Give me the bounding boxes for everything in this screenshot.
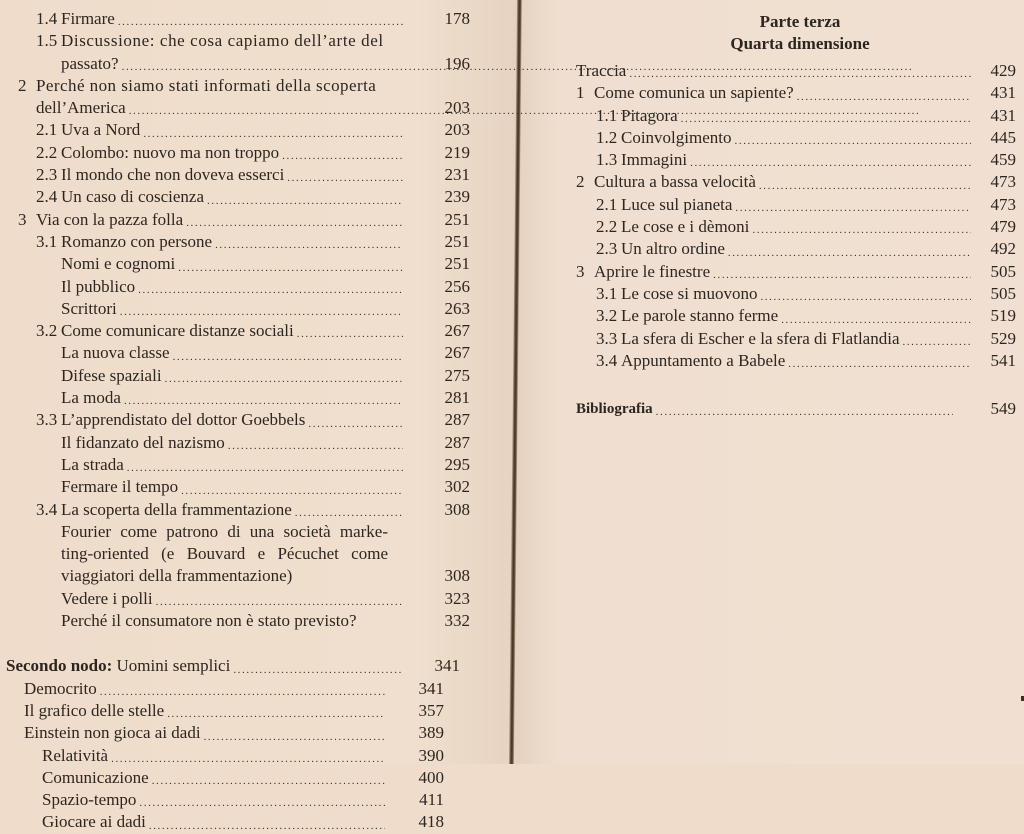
page-number: 231 [444, 165, 470, 185]
section-number: 1.3 [596, 150, 618, 170]
dot-leader [181, 484, 403, 499]
dot-leader [759, 179, 971, 194]
dot-leader [735, 134, 972, 149]
page-number: 431 [990, 83, 1016, 103]
toc-entry[interactable] [0, 521, 470, 588]
dot-leader [629, 67, 971, 82]
dot-leader [781, 313, 971, 328]
entry-title: La strada [61, 454, 124, 474]
entry-title: Il mondo che non doveva esserci [61, 165, 285, 185]
toc-entry[interactable] [576, 238, 1016, 260]
entry-title: Scrittori [61, 298, 117, 318]
toc-entry[interactable] [0, 209, 470, 231]
page-number: 251 [444, 209, 470, 229]
dot-leader [308, 417, 403, 432]
entry-title: Traccia [576, 61, 627, 80]
dot-leader [207, 194, 403, 209]
entry-title: Un caso di coscienza [61, 187, 205, 207]
entry-title: La sfera di Escher e la sfera di Flatlandia [621, 328, 900, 348]
dot-leader [728, 246, 971, 261]
page-number: 308 [444, 499, 470, 519]
toc-entry[interactable] [576, 261, 1016, 283]
section-number: 2.3 [36, 165, 58, 185]
toc-entry[interactable] [0, 588, 470, 610]
dot-leader [713, 268, 971, 283]
entry-title: Nomi e cognomi [61, 254, 176, 274]
page-number: 251 [444, 254, 470, 274]
section-gap [0, 632, 470, 655]
entry-title: La nuova classe [61, 343, 170, 363]
entry-title: Vedere i polli [61, 588, 153, 608]
dot-leader [111, 752, 385, 767]
page-number: 541 [990, 350, 1016, 370]
page-number: 479 [990, 217, 1016, 237]
dot-leader [215, 238, 403, 253]
dot-leader [124, 394, 403, 409]
toc-entry[interactable] [576, 82, 1016, 104]
page-number: 492 [990, 239, 1016, 259]
dot-leader [760, 290, 971, 305]
toc-right-list [576, 60, 1016, 420]
section-number: 3.3 [596, 328, 618, 348]
page-number: 445 [990, 127, 1016, 147]
dot-leader [167, 707, 385, 722]
dot-leader [143, 127, 403, 142]
toc-entry[interactable] [0, 700, 470, 722]
toc-entry[interactable] [0, 432, 470, 454]
page-number: 267 [444, 343, 470, 363]
entry-title-continued: passato? [61, 53, 119, 73]
part-title: Quarta dimensione [730, 34, 870, 53]
toc-entry-bibliography[interactable] [576, 398, 1016, 420]
page-number: 251 [444, 231, 470, 251]
section-number: 3 [576, 261, 585, 281]
toc-entry[interactable] [0, 8, 470, 30]
dot-leader [902, 335, 971, 350]
entry-title: Uva a Nord [61, 120, 141, 140]
toc-entry[interactable] [0, 610, 470, 632]
dot-leader [178, 261, 403, 276]
toc-entry[interactable] [576, 194, 1016, 216]
page-number: 519 [990, 306, 1016, 326]
entry-title: Il fidanzato del nazismo [61, 432, 225, 452]
toc-entry[interactable] [0, 253, 470, 275]
toc-entry[interactable] [0, 745, 470, 767]
entry-title: Romanzo con persone [61, 231, 213, 251]
dot-leader [282, 149, 403, 164]
entry-title: Le parole stanno ferme [621, 306, 779, 326]
entry-title: Luce sul pianeta [621, 194, 733, 214]
section-number: 2 [18, 75, 27, 95]
toc-entry[interactable] [576, 350, 1016, 372]
dot-leader [297, 327, 403, 342]
entry-title: Giocare ai dadi [42, 812, 146, 832]
entry-title: La moda [61, 388, 121, 408]
dot-leader [100, 685, 385, 700]
dot-leader [797, 90, 971, 105]
page-number: 267 [444, 321, 470, 341]
toc-entry[interactable] [0, 789, 470, 811]
dot-leader [152, 774, 385, 789]
dot-leader [788, 357, 971, 372]
toc-entry[interactable] [576, 283, 1016, 305]
section-number: 3.4 [36, 499, 58, 519]
entry-title: Relatività [42, 745, 109, 765]
section-title: Uomini semplici [116, 656, 231, 676]
section-number: 3.3 [36, 410, 58, 430]
section-number: 2.2 [596, 217, 618, 237]
dot-leader [120, 305, 403, 320]
page-number: 219 [444, 142, 470, 162]
entry-title: Difese spaziali [61, 365, 162, 385]
page-number: 473 [990, 172, 1016, 192]
page-number: 341 [418, 678, 444, 698]
section-number: 2.2 [36, 142, 58, 162]
dot-leader [173, 350, 403, 365]
toc-entry[interactable] [0, 767, 470, 789]
entry-title: Spazio-tempo [42, 790, 137, 810]
dot-leader [127, 461, 403, 476]
dot-leader [149, 819, 385, 834]
section-number: 1 [576, 83, 585, 103]
toc-entry[interactable] [0, 298, 470, 320]
dot-leader [690, 156, 971, 171]
page-number: 287 [444, 410, 470, 430]
dot-leader [118, 15, 403, 30]
page-number: 275 [444, 365, 470, 385]
toc-entry[interactable] [576, 216, 1016, 238]
section-number: 1.5 [36, 31, 58, 51]
section-number: 2 [576, 172, 585, 192]
entry-title: Le cose e i dèmoni [621, 217, 750, 237]
entry-title: Fermare il tempo [61, 477, 179, 497]
part-heading [580, 11, 1020, 55]
toc-entry[interactable] [0, 811, 470, 833]
dot-leader [156, 595, 403, 610]
entry-title: Perché non siamo stati informati della scoperta [36, 75, 377, 95]
entry-title: Democrito [24, 678, 97, 698]
page-number: 239 [444, 187, 470, 207]
entry-title: Einstein non gioca ai dadi [24, 723, 201, 743]
toc-entry[interactable] [0, 320, 470, 342]
page-number: 389 [418, 723, 444, 743]
section-number: 3.1 [596, 283, 618, 303]
dot-leader [186, 216, 403, 231]
section-number: 3.4 [596, 350, 618, 370]
toc-entry[interactable] [576, 171, 1016, 193]
toc-entry[interactable] [0, 30, 470, 75]
page-number: 323 [444, 588, 470, 608]
section-number: 2.1 [36, 120, 58, 140]
entry-title: Pitagora [621, 105, 678, 125]
entry-title: Le cose si muovono [621, 283, 758, 303]
dot-leader [204, 730, 385, 745]
toc-entry[interactable] [0, 499, 470, 521]
entry-title: L’apprendistato del dottor Goebbels [61, 410, 306, 430]
section-number: 3 [18, 209, 27, 229]
page-number: 308 [444, 566, 470, 586]
page-number: 400 [418, 767, 444, 787]
page-number: 357 [418, 700, 444, 720]
section-number: 2.4 [36, 187, 58, 207]
entry-title: Discussione: che cosa capiamo dell’arte del [61, 31, 384, 51]
toc-entry[interactable] [0, 722, 470, 744]
toc-entry[interactable] [0, 342, 470, 364]
toc-entry[interactable] [0, 142, 470, 164]
section-number: 1.1 [596, 105, 618, 125]
page-number: 203 [444, 98, 470, 118]
dot-leader [295, 506, 403, 521]
toc-entry[interactable] [0, 75, 470, 120]
toc-entry[interactable] [576, 305, 1016, 327]
page-number: 287 [444, 432, 470, 452]
page-number: 390 [418, 745, 444, 765]
page-number: 473 [990, 194, 1016, 214]
page-number: 302 [444, 477, 470, 497]
entry-title: Comunicazione [42, 767, 149, 787]
toc-entry[interactable] [0, 276, 470, 298]
toc-left-list [0, 8, 470, 834]
dot-leader [752, 223, 971, 238]
toc-entry[interactable] [0, 231, 470, 253]
page-number: 341 [434, 656, 460, 676]
section-number: 3.2 [596, 306, 618, 326]
dot-leader [656, 405, 953, 420]
entry-title: Un altro ordine [621, 239, 725, 259]
dot-leader [287, 171, 403, 186]
page-number: 178 [444, 9, 470, 28]
section-number: 2.1 [596, 194, 618, 214]
page-number: 203 [444, 120, 470, 140]
section-number: 2.3 [596, 239, 618, 259]
toc-entry[interactable] [0, 387, 470, 409]
entry-title: Appuntamento a Babele [621, 350, 786, 370]
toc-entry[interactable] [576, 328, 1016, 350]
toc-entry[interactable] [0, 164, 470, 186]
toc-entry[interactable] [576, 60, 1016, 82]
section-number: 1.2 [596, 127, 618, 147]
page-number: 418 [418, 812, 444, 832]
section-bold-label: Secondo nodo: [6, 656, 113, 676]
dot-leader [228, 439, 403, 454]
page-number: 263 [444, 298, 470, 318]
entry-title: Perché il consumatore non è stato previsto? [61, 611, 357, 631]
page-number: 332 [444, 611, 470, 631]
page-number: 505 [990, 283, 1016, 303]
toc-entry[interactable] [0, 186, 470, 208]
entry-title: Il grafico delle stelle [24, 700, 165, 720]
dot-leader [681, 112, 971, 127]
page-number: 256 [444, 276, 470, 296]
entry-title: Immagini [621, 150, 688, 170]
dot-leader [735, 201, 971, 216]
section-number: 3.1 [36, 231, 58, 251]
toc-entry[interactable] [0, 678, 470, 700]
toc-entry[interactable] [0, 365, 470, 387]
toc-entry[interactable] [0, 476, 470, 498]
entry-title: Firmare [61, 9, 115, 28]
page-number: 459 [990, 150, 1016, 170]
page-number: 431 [990, 105, 1016, 125]
dot-leader [233, 663, 403, 678]
entry-title: Colombo: nuovo ma non troppo [61, 142, 280, 162]
page-number: 429 [990, 61, 1016, 80]
toc-section-heading[interactable] [0, 655, 470, 677]
part-label: Parte terza [759, 12, 841, 31]
section-number: 3.2 [36, 321, 58, 341]
page-number: 549 [990, 399, 1016, 419]
toc-entry[interactable] [0, 119, 470, 141]
dot-leader [165, 372, 403, 387]
entry-title: Il pubblico [61, 276, 136, 296]
entry-title: Coinvolgimento [621, 127, 732, 147]
toc-entry[interactable] [0, 409, 470, 431]
page-number: 505 [990, 261, 1016, 281]
entry-title: Via con la pazza folla [36, 209, 184, 229]
dot-leader [139, 796, 385, 811]
entry-title: Come comunica un sapiente? [594, 83, 794, 103]
entry-title: Fourier come patrono di una società marke-ting-oriented (e Bouvard e Pécuchet come viaggiatori della frammentazione) [61, 521, 388, 586]
page-number: 281 [444, 388, 470, 408]
page-number: 196 [444, 53, 470, 73]
section-gap [576, 372, 1016, 398]
toc-entry[interactable] [576, 105, 1016, 127]
entry-title: Come comunicare distanze sociali [61, 321, 294, 341]
entry-title: La scoperta della frammentazione [61, 499, 292, 519]
toc-entry[interactable] [576, 149, 1016, 171]
toc-entry[interactable] [0, 454, 470, 476]
section-number: 1.4 [36, 9, 58, 28]
toc-entry[interactable] [576, 127, 1016, 149]
bibliography-title: Bibliografia [576, 401, 653, 418]
entry-title: Cultura a bassa velocità [594, 172, 756, 192]
entry-title-continued: dell’America [36, 98, 126, 118]
entry-title: Aprire le finestre [594, 261, 711, 281]
dot-leader [138, 283, 403, 298]
page-number: 529 [990, 328, 1016, 348]
page-number: 295 [444, 454, 470, 474]
page-number: 411 [419, 790, 444, 810]
